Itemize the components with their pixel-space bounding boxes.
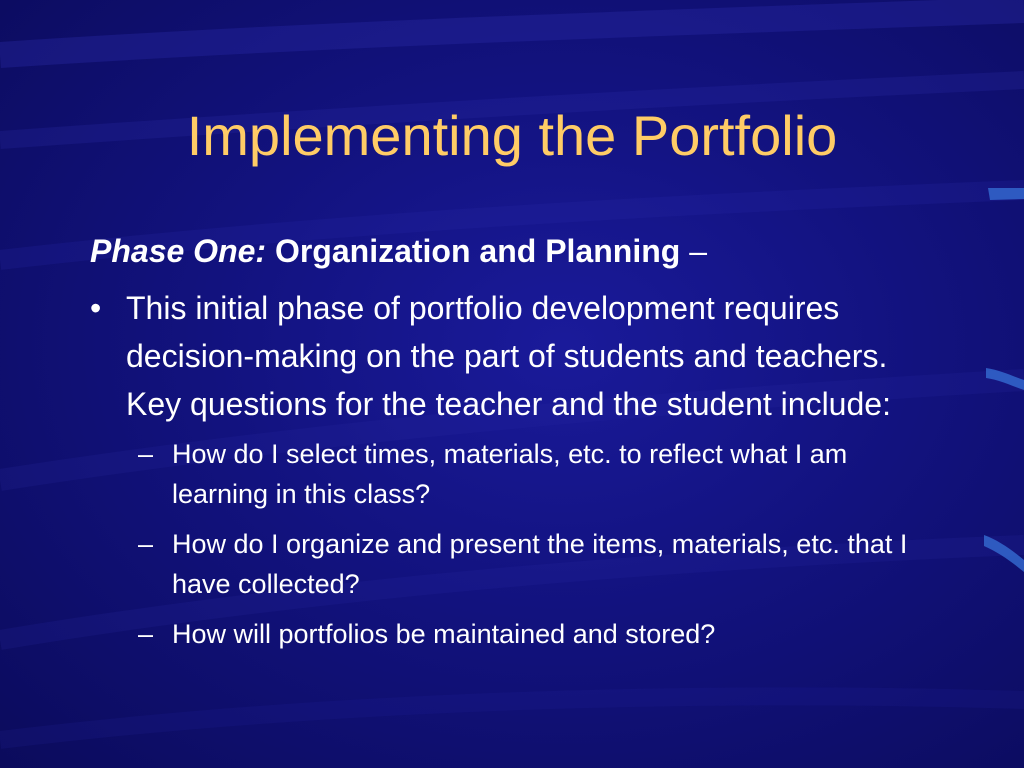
bullet-icon: • xyxy=(90,290,102,326)
dash-icon: – xyxy=(138,529,154,559)
dash-icon: – xyxy=(138,439,154,469)
phase-heading xyxy=(90,228,950,274)
question-text: How will portfolios be maintained and stored? xyxy=(172,619,716,649)
question-text: How do I select times, materials, etc. to reflect what I am learning in this class? xyxy=(172,439,848,509)
dash-icon: – xyxy=(138,619,154,649)
slide-title: Implementing the Portfolio xyxy=(186,104,838,167)
question-list xyxy=(90,434,950,654)
question-item xyxy=(90,434,950,514)
question-text: How do I organize and present the items, materials, etc. that I have collected? xyxy=(172,529,908,599)
question-item xyxy=(90,614,950,654)
bullet-text: This initial phase of portfolio development requires decision-making on the part of students and teachers. Key questions for the teacher and the student include: xyxy=(126,290,891,422)
slide-body xyxy=(90,228,950,664)
question-item xyxy=(90,524,950,604)
phase-label: Phase One: xyxy=(90,233,267,269)
phase-title: Organization and Planning xyxy=(274,233,681,269)
bullet-item xyxy=(90,284,950,428)
phase-dash: – xyxy=(689,233,707,269)
